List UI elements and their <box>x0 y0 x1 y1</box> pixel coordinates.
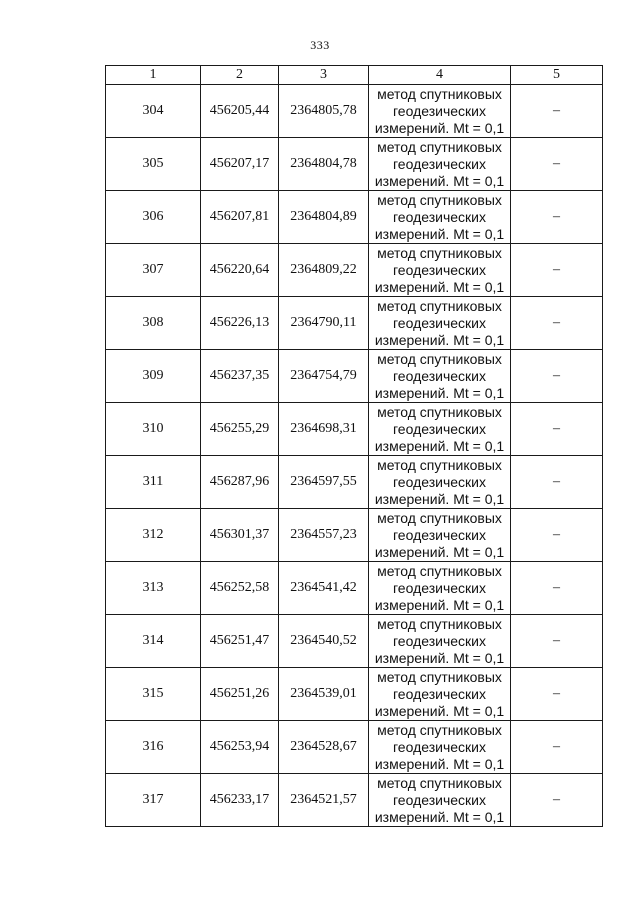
method-cell <box>369 774 511 827</box>
x-coordinate-cell: 456301,37 <box>201 509 279 562</box>
method-line: измерений. Mt = 0,1 <box>374 278 505 295</box>
table-row <box>106 244 603 297</box>
method-line: измерений. Mt = 0,1 <box>374 490 505 507</box>
table-row <box>106 85 603 138</box>
method-line: измерений. Mt = 0,1 <box>374 437 505 454</box>
point-number-cell: 306 <box>106 191 201 244</box>
method-line: метод спутниковых <box>377 721 502 738</box>
point-number-cell: 307 <box>106 244 201 297</box>
method-line: геодезических <box>393 420 486 437</box>
table-row <box>106 509 603 562</box>
method-line: измерений. Mt = 0,1 <box>374 808 505 825</box>
method-line: геодезических <box>393 367 486 384</box>
method-line: геодезических <box>393 738 486 755</box>
method-line: геодезических <box>393 155 486 172</box>
table-row <box>106 350 603 403</box>
header-row <box>106 66 603 85</box>
note-cell: – <box>511 509 603 562</box>
x-coordinate-cell: 456205,44 <box>201 85 279 138</box>
table-body <box>106 85 603 827</box>
point-number-cell: 304 <box>106 85 201 138</box>
method-cell <box>369 615 511 668</box>
page-number: 333 <box>310 38 330 52</box>
method-cell <box>369 403 511 456</box>
table-row <box>106 615 603 668</box>
method-line: геодезических <box>393 526 486 543</box>
column-header-1: 1 <box>106 66 201 85</box>
x-coordinate-cell: 456252,58 <box>201 562 279 615</box>
method-line: измерений. Mt = 0,1 <box>374 331 505 348</box>
method-line: геодезических <box>393 632 486 649</box>
x-coordinate-cell: 456255,29 <box>201 403 279 456</box>
y-coordinate-cell: 2364557,23 <box>279 509 369 562</box>
column-header-3: 3 <box>279 66 369 85</box>
column-header-5: 5 <box>511 66 603 85</box>
y-coordinate-cell: 2364539,01 <box>279 668 369 721</box>
note-cell: – <box>511 85 603 138</box>
x-coordinate-cell: 456251,47 <box>201 615 279 668</box>
y-coordinate-cell: 2364754,79 <box>279 350 369 403</box>
x-coordinate-cell: 456253,94 <box>201 721 279 774</box>
method-line: метод спутниковых <box>377 297 502 314</box>
method-cell <box>369 85 511 138</box>
point-number-cell: 309 <box>106 350 201 403</box>
note-cell: – <box>511 774 603 827</box>
column-header-2: 2 <box>201 66 279 85</box>
y-coordinate-cell: 2364528,67 <box>279 721 369 774</box>
y-coordinate-cell: 2364809,22 <box>279 244 369 297</box>
x-coordinate-cell: 456251,26 <box>201 668 279 721</box>
point-number-cell: 313 <box>106 562 201 615</box>
method-line: метод спутниковых <box>377 350 502 367</box>
note-cell: – <box>511 244 603 297</box>
y-coordinate-cell: 2364790,11 <box>279 297 369 350</box>
method-line: метод спутниковых <box>377 509 502 526</box>
method-cell <box>369 350 511 403</box>
method-line: метод спутниковых <box>377 403 502 420</box>
note-cell: – <box>511 456 603 509</box>
table-row <box>106 191 603 244</box>
note-cell: – <box>511 297 603 350</box>
method-cell <box>369 138 511 191</box>
column-header-4: 4 <box>369 66 511 85</box>
note-cell: – <box>511 403 603 456</box>
table-row <box>106 297 603 350</box>
x-coordinate-cell: 456233,17 <box>201 774 279 827</box>
method-line: измерений. Mt = 0,1 <box>374 384 505 401</box>
method-line: измерений. Mt = 0,1 <box>374 596 505 613</box>
x-coordinate-cell: 456237,35 <box>201 350 279 403</box>
table-row <box>106 138 603 191</box>
method-line: геодезических <box>393 579 486 596</box>
method-line: метод спутниковых <box>377 615 502 632</box>
x-coordinate-cell: 456226,13 <box>201 297 279 350</box>
method-cell <box>369 721 511 774</box>
y-coordinate-cell: 2364541,42 <box>279 562 369 615</box>
y-coordinate-cell: 2364804,89 <box>279 191 369 244</box>
method-cell <box>369 562 511 615</box>
point-number-cell: 317 <box>106 774 201 827</box>
point-number-cell: 311 <box>106 456 201 509</box>
x-coordinate-cell: 456287,96 <box>201 456 279 509</box>
method-line: геодезических <box>393 685 486 702</box>
table-row <box>106 668 603 721</box>
note-cell: – <box>511 350 603 403</box>
method-line: метод спутниковых <box>377 85 502 102</box>
note-cell: – <box>511 721 603 774</box>
method-cell <box>369 191 511 244</box>
method-line: измерений. Mt = 0,1 <box>374 649 505 666</box>
note-cell: – <box>511 138 603 191</box>
method-cell <box>369 456 511 509</box>
note-cell: – <box>511 191 603 244</box>
x-coordinate-cell: 456207,17 <box>201 138 279 191</box>
y-coordinate-cell: 2364597,55 <box>279 456 369 509</box>
method-line: метод спутниковых <box>377 456 502 473</box>
method-line: измерений. Mt = 0,1 <box>374 119 505 136</box>
method-line: геодезических <box>393 208 486 225</box>
x-coordinate-cell: 456220,64 <box>201 244 279 297</box>
y-coordinate-cell: 2364540,52 <box>279 615 369 668</box>
method-line: измерений. Mt = 0,1 <box>374 225 505 242</box>
method-line: геодезических <box>393 791 486 808</box>
table-row <box>106 774 603 827</box>
method-line: метод спутниковых <box>377 244 502 261</box>
note-cell: – <box>511 562 603 615</box>
method-line: измерений. Mt = 0,1 <box>374 755 505 772</box>
method-cell <box>369 297 511 350</box>
method-line: измерений. Mt = 0,1 <box>374 543 505 560</box>
method-line: геодезических <box>393 473 486 490</box>
method-line: метод спутниковых <box>377 191 502 208</box>
coordinates-table <box>105 65 603 827</box>
y-coordinate-cell: 2364805,78 <box>279 85 369 138</box>
y-coordinate-cell: 2364521,57 <box>279 774 369 827</box>
table-header <box>106 66 603 85</box>
method-line: измерений. Mt = 0,1 <box>374 172 505 189</box>
method-line: геодезических <box>393 261 486 278</box>
method-cell <box>369 509 511 562</box>
point-number-cell: 310 <box>106 403 201 456</box>
method-cell <box>369 668 511 721</box>
point-number-cell: 315 <box>106 668 201 721</box>
x-coordinate-cell: 456207,81 <box>201 191 279 244</box>
table-row <box>106 721 603 774</box>
method-line: метод спутниковых <box>377 668 502 685</box>
method-line: метод спутниковых <box>377 138 502 155</box>
table-row <box>106 562 603 615</box>
point-number-cell: 308 <box>106 297 201 350</box>
y-coordinate-cell: 2364698,31 <box>279 403 369 456</box>
table-row <box>106 403 603 456</box>
point-number-cell: 312 <box>106 509 201 562</box>
method-cell <box>369 244 511 297</box>
method-line: измерений. Mt = 0,1 <box>374 702 505 719</box>
point-number-cell: 316 <box>106 721 201 774</box>
note-cell: – <box>511 668 603 721</box>
note-cell: – <box>511 615 603 668</box>
method-line: геодезических <box>393 314 486 331</box>
method-line: геодезических <box>393 102 486 119</box>
point-number-cell: 305 <box>106 138 201 191</box>
point-number-cell: 314 <box>106 615 201 668</box>
method-line: метод спутниковых <box>377 562 502 579</box>
y-coordinate-cell: 2364804,78 <box>279 138 369 191</box>
table-row <box>106 456 603 509</box>
method-line: метод спутниковых <box>377 774 502 791</box>
